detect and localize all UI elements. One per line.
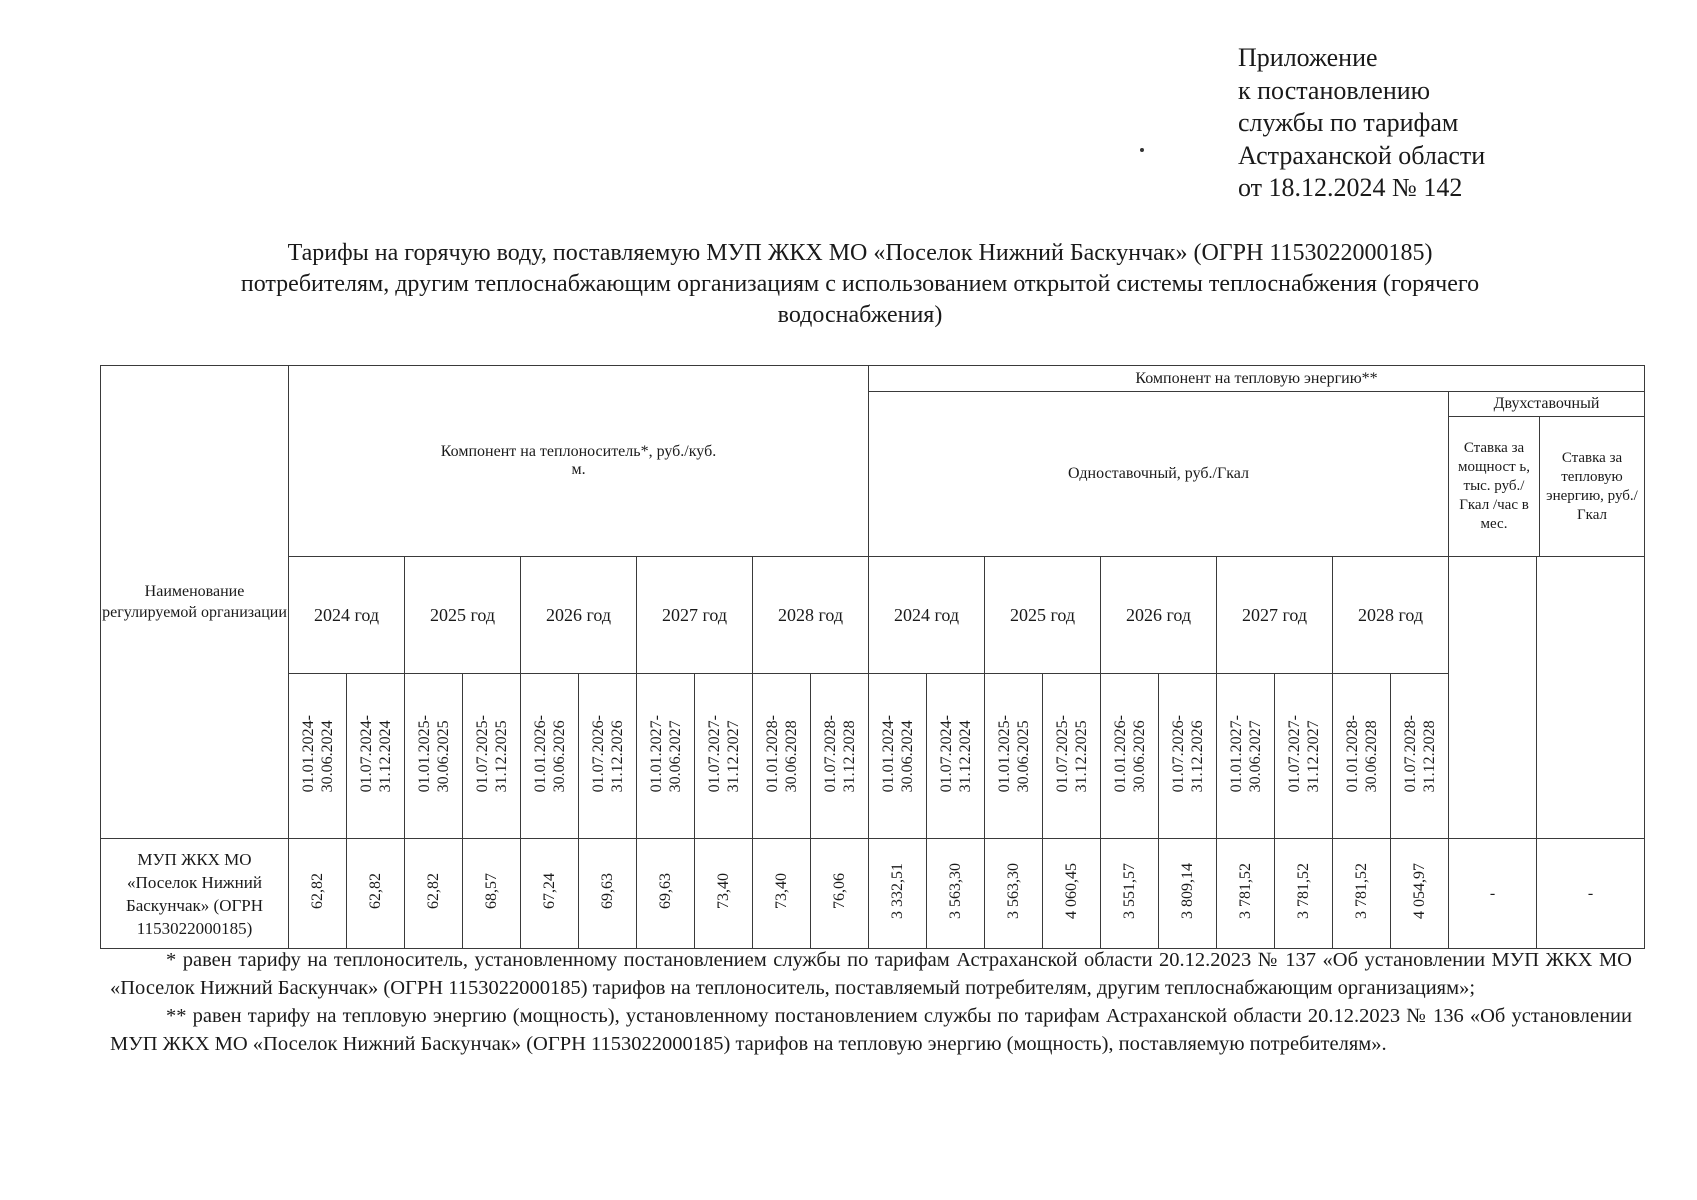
coolant-value: 69,63 <box>637 839 695 949</box>
heat-value: 3 563,30 <box>985 839 1043 949</box>
appendix-line: к постановлению <box>1238 75 1431 105</box>
title-line-2: потребителям, другим теплоснабжающим организациям с использованием открытой системы теплоснабжения (горячего <box>240 271 1480 297</box>
heat-value: 3 563,30 <box>927 839 985 949</box>
coolant-value: 76,06 <box>811 839 869 949</box>
coolant-year-2025: 2025 год <box>405 557 521 674</box>
coolant-period: 01.07.2026- 31.12.2026 <box>579 674 637 839</box>
coolant-period: 01.01.2025- 30.06.2025 <box>405 674 463 839</box>
footnote-2: ** равен тарифу на тепловую энергию (мощность), установленному постановлением службы по тарифам Астраханской области 20.12.2023 № 136 «Об установлении МУП ЖКХ МО «Поселок Нижний Баскунчак» (ОГРН 1153022000185) тарифов на тепловую энергию (мощность), поставляемую потребителям». <box>110 1005 1632 1055</box>
energy-rate-header: Ставка за тепловую энергию, руб./Гкал <box>1546 449 1638 523</box>
coolant-period: 01.01.2027- 30.06.2027 <box>637 674 695 839</box>
coolant-period: 01.07.2028- 31.12.2028 <box>811 674 869 839</box>
heat-year-2026: 2026 год <box>1101 557 1217 674</box>
two-rate-block <box>1449 392 1645 557</box>
coolant-year-2026: 2026 год <box>521 557 637 674</box>
heat-value: 3 781,52 <box>1333 839 1391 949</box>
heat-value: 3 781,52 <box>1217 839 1275 949</box>
org-name-cell: МУП ЖКХ МО «Поселок Нижний Баскунчак» (ОГРН 1153022000185) <box>101 839 289 949</box>
table-row <box>101 839 1645 949</box>
coolant-header: Компонент на теплоноситель*, руб./куб. м. <box>289 366 869 557</box>
heat-period: 01.01.2028- 30.06.2028 <box>1333 674 1391 839</box>
heat-period: 01.01.2026- 30.06.2026 <box>1101 674 1159 839</box>
coolant-year-2027: 2027 год <box>637 557 753 674</box>
appendix-line: от 18.12.2024 № 142 <box>1238 173 1463 202</box>
heat-period: 01.07.2025- 31.12.2025 <box>1043 674 1101 839</box>
heat-period: 01.07.2027- 31.12.2027 <box>1275 674 1333 839</box>
org-header: Наименование регулируемой организации <box>101 366 289 839</box>
coolant-value: 67,24 <box>521 839 579 949</box>
capacity-rate-header: Ставка за мощност ь, тыс. руб./Гкал /час в мес. <box>1449 417 1540 556</box>
appendix-block <box>1238 42 1485 205</box>
coolant-year-2028: 2028 год <box>753 557 869 674</box>
coolant-year-2024: 2024 год <box>289 557 405 674</box>
title-line-1: Тарифы на горячую воду, поставляемую МУП ЖКХ МО «Поселок Нижний Баскунчак» (ОГРН 1153022000185) <box>287 240 1433 266</box>
heat-period: 01.07.2028- 31.12.2028 <box>1391 674 1449 839</box>
heat-year-2028: 2028 год <box>1333 557 1449 674</box>
heat-value: 3 809,14 <box>1159 839 1217 949</box>
heat-period: 01.01.2025- 30.06.2025 <box>985 674 1043 839</box>
coolant-value: 68,57 <box>463 839 521 949</box>
coolant-period: 01.07.2025- 31.12.2025 <box>463 674 521 839</box>
footnote-1: * равен тарифу на теплоноситель, установленному постановлением службы по тарифам Астраханской области 20.12.2023 № 137 «Об установлении МУП ЖКХ МО «Поселок Нижний Баскунчак» (ОГРН 1153022000185) тарифов на теплоноситель, поставляемый потребителям, другим теплоснабжающим организациям»; <box>110 949 1632 999</box>
heat-year-2025: 2025 год <box>985 557 1101 674</box>
single-rate-header <box>869 392 1449 557</box>
heat-year-2027: 2027 год <box>1217 557 1333 674</box>
coolant-value: 73,40 <box>695 839 753 949</box>
title-line-3: водоснабжения) <box>777 302 943 328</box>
energy-rate-value: - <box>1537 839 1645 949</box>
heat-period: 01.01.2027- 30.06.2027 <box>1217 674 1275 839</box>
heat-year-2024: 2024 год <box>869 557 985 674</box>
coolant-period: 01.01.2024- 30.06.2024 <box>289 674 347 839</box>
coolant-value: 62,82 <box>347 839 405 949</box>
coolant-period: 01.07.2027- 31.12.2027 <box>695 674 753 839</box>
coolant-value: 69,63 <box>579 839 637 949</box>
heat-value: 4 054,97 <box>1391 839 1449 949</box>
appendix-line: службы по тарифам <box>1238 108 1459 137</box>
tariff-table <box>100 365 1645 949</box>
heat-value: 4 060,45 <box>1043 839 1101 949</box>
document-title <box>110 238 1610 331</box>
coolant-value: 62,82 <box>289 839 347 949</box>
coolant-period: 01.01.2028- 30.06.2028 <box>753 674 811 839</box>
energy-empty-cell <box>1537 557 1645 839</box>
footnotes <box>110 946 1632 1058</box>
capacity-rate-value: - <box>1449 839 1537 949</box>
single-rate-header-text: Одноставочный, руб./Гкал <box>1068 465 1249 482</box>
coolant-value: 62,82 <box>405 839 463 949</box>
heat-value: 3 781,52 <box>1275 839 1333 949</box>
heat-value: 3 551,57 <box>1101 839 1159 949</box>
heat-period: 01.07.2026- 31.12.2026 <box>1159 674 1217 839</box>
two-rate-header: Двухставочный <box>1449 392 1644 417</box>
stray-dot <box>1140 148 1144 152</box>
appendix-line: Астраханской области <box>1238 140 1486 170</box>
heat-period: 01.07.2024- 31.12.2024 <box>927 674 985 839</box>
heat-header: Компонент на тепловую энергию** <box>869 366 1645 392</box>
appendix-line: Приложение <box>1238 43 1378 72</box>
coolant-value: 73,40 <box>753 839 811 949</box>
coolant-period: 01.01.2026- 30.06.2026 <box>521 674 579 839</box>
capacity-empty-cell <box>1449 557 1537 839</box>
heat-value: 3 332,51 <box>869 839 927 949</box>
heat-period: 01.01.2024- 30.06.2024 <box>869 674 927 839</box>
coolant-period: 01.07.2024- 31.12.2024 <box>347 674 405 839</box>
